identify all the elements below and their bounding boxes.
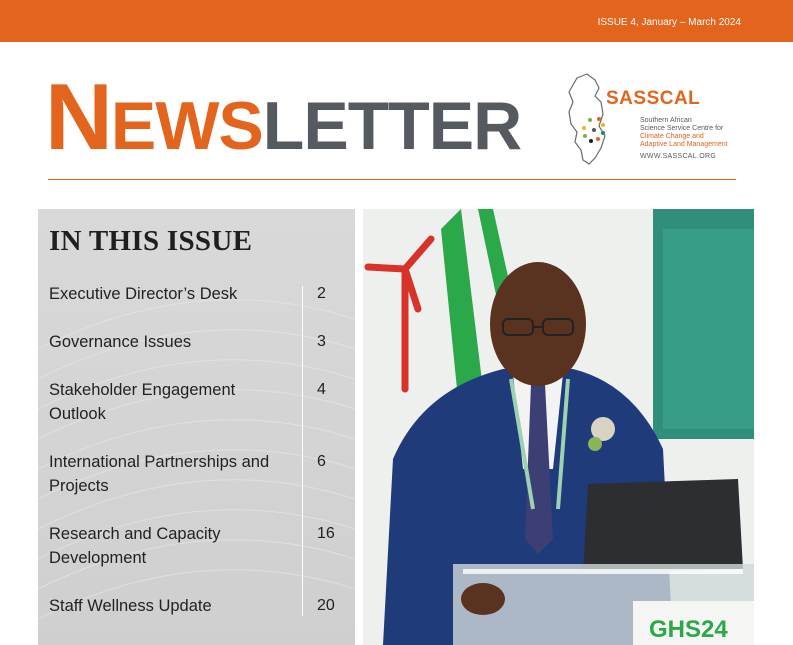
logo-url: WWW.SASSCAL.ORG <box>640 153 717 160</box>
speaker-photo <box>363 209 754 645</box>
banner-text: GHS24 <box>649 616 728 643</box>
background-pattern <box>38 209 355 645</box>
toc-entry-title: Governance Issues <box>49 333 192 351</box>
logo-line: Climate Change and <box>640 133 704 140</box>
toc-entry-page: 2 <box>317 285 326 302</box>
header-divider <box>48 179 736 180</box>
toc-entry-page: 6 <box>317 453 326 470</box>
toc-entry-title: Stakeholder Engagement Outlook <box>49 381 236 423</box>
issue-label: ISSUE 4, January – March 2024 <box>597 17 741 28</box>
toc-entry-title: International Partnerships and Projects <box>49 453 270 495</box>
toc-entry-page: 4 <box>317 381 326 398</box>
toc-entry-page: 20 <box>317 597 335 614</box>
toc-entry-title: Research and Capacity Development <box>49 525 221 567</box>
logo-line: Adaptive Land Management <box>640 141 728 148</box>
logo-line: Southern African <box>640 117 692 124</box>
table-of-contents <box>38 209 355 645</box>
title-grey-part: LETTER <box>262 88 522 164</box>
title-first-letter: N <box>45 64 111 169</box>
toc-divider <box>302 286 303 616</box>
toc-heading: IN THIS ISSUE <box>49 225 253 257</box>
africa-map-icon <box>565 72 640 172</box>
speaker-illustration <box>363 209 754 645</box>
newsletter-title <box>45 64 522 169</box>
title-orange-part: EWS <box>110 88 263 164</box>
logo-name: SASSCAL <box>606 88 701 109</box>
sasscal-logo <box>565 72 745 172</box>
toc-entry-page: 16 <box>317 525 335 542</box>
toc-entry-title: Executive Director’s Desk <box>49 285 238 303</box>
toc-entry-title: Staff Wellness Update <box>49 597 212 615</box>
toc-entry-page: 3 <box>317 333 326 350</box>
logo-line: Science Service Centre for <box>640 125 724 132</box>
top-banner <box>0 0 793 42</box>
